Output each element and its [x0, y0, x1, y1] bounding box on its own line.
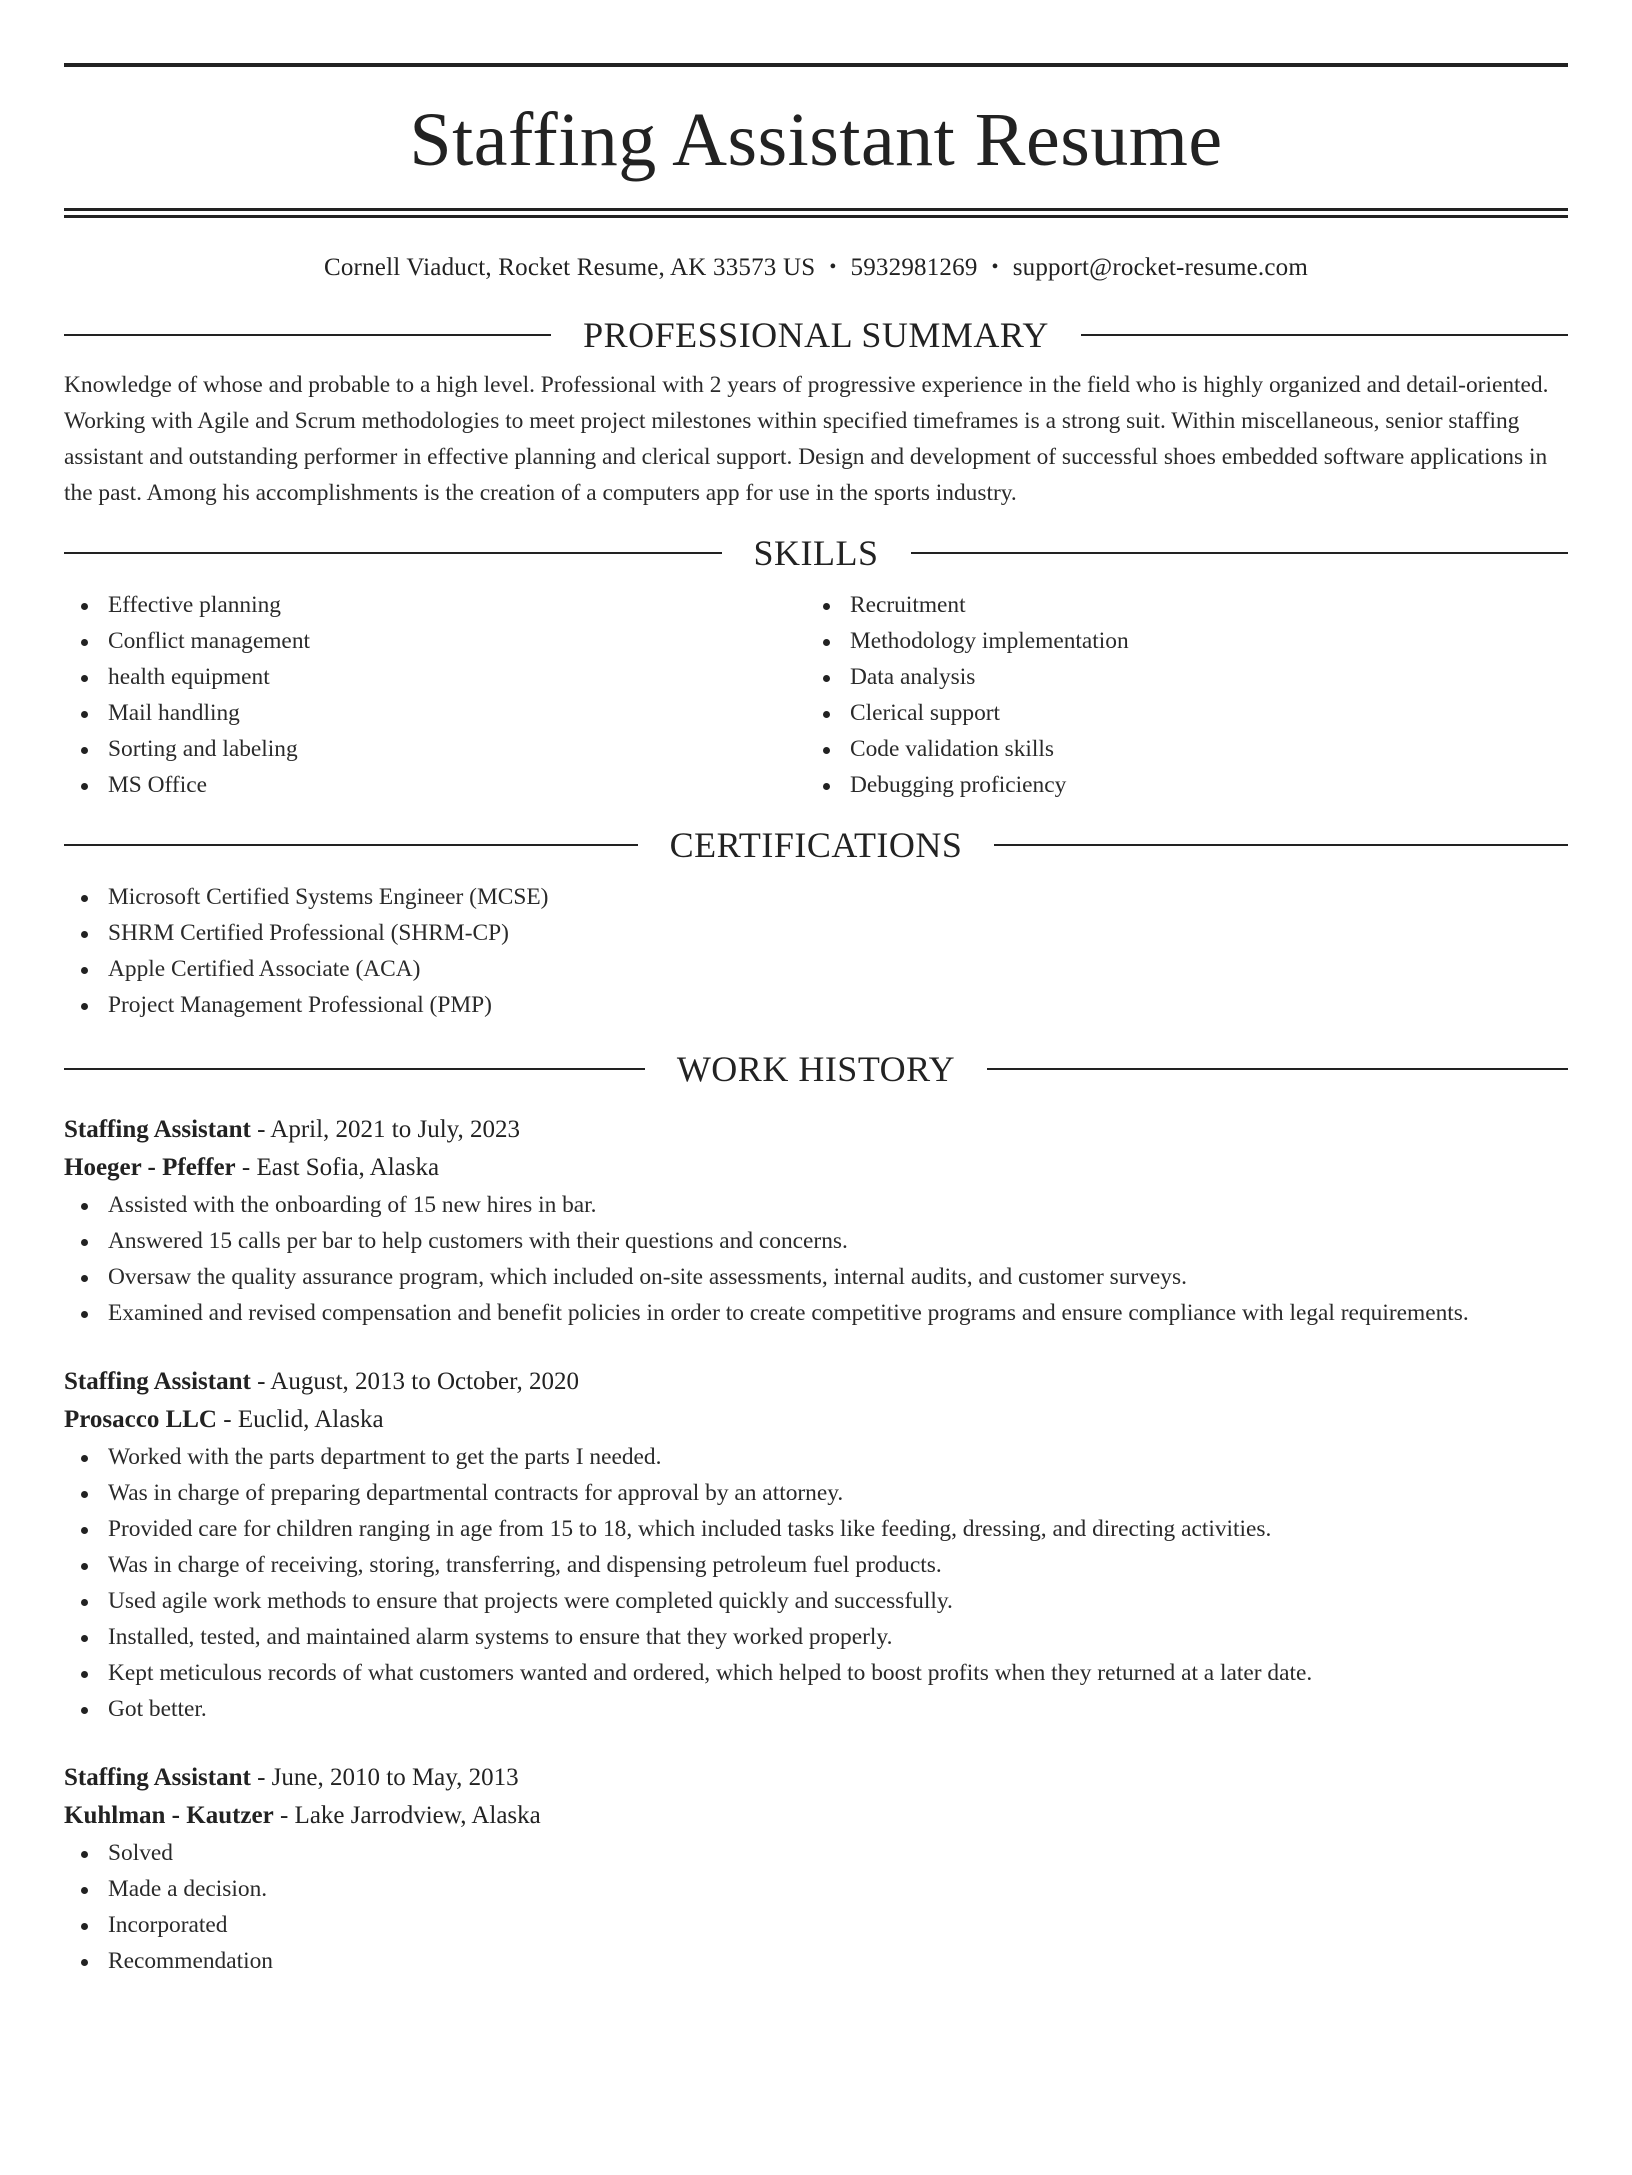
certifications-heading-label: CERTIFICATIONS: [669, 825, 963, 865]
job-title: Staffing Assistant: [64, 1116, 251, 1143]
job-bullet: Oversaw the quality assurance program, which included on-site assessments, internal audits, and customer surveys.: [64, 1259, 1568, 1295]
contact-separator: •: [829, 256, 837, 278]
job-bullet: Solved: [64, 1835, 1568, 1871]
job-bullet: Made a decision.: [64, 1871, 1568, 1907]
job-bullet: Recommendation: [64, 1943, 1568, 1979]
job-entry: [64, 1759, 1568, 1979]
skills-grid: [64, 587, 1568, 803]
resume-title: Staffing Assistant Resume: [409, 98, 1223, 182]
heading-rule-right: [987, 1068, 1568, 1070]
summary-text: Knowledge of whose and probable to a high level. Professional with 2 years of progressive experience in the field who is highly organized and detail-oriented. Working with Agile and Scrum methodologies to meet project milestones within specified timeframes is a strong suit. Within miscellaneous, senior staffing assistant and outstanding performer in effective planning and clerical support. Design and development of successful shoes embedded software applications in the past. Among his accomplishments is the creation of a computers app for use in the sports industry.: [64, 372, 1549, 506]
skill-item: Effective planning: [64, 587, 806, 623]
skills-list-left: [64, 587, 806, 803]
job-dates: - August, 2013 to October, 2020: [257, 1368, 579, 1395]
job-title-line: [64, 1759, 1568, 1797]
job-title: Staffing Assistant: [64, 1764, 251, 1791]
job-entry: [64, 1363, 1568, 1727]
skills-column-right: [806, 587, 1548, 803]
contact-address: Cornell Viaduct, Rocket Resume, AK 33573 US: [323, 254, 816, 281]
skills-section-heading: [64, 533, 1568, 573]
skills-list-right: [806, 587, 1548, 803]
skills-heading-label: SKILLS: [753, 533, 879, 573]
skill-item: Code validation skills: [806, 731, 1548, 767]
skill-item: Methodology implementation: [806, 623, 1548, 659]
job-location: - Euclid, Alaska: [223, 1406, 384, 1433]
summary-section-heading: [64, 315, 1568, 355]
job-title-line: [64, 1363, 1568, 1401]
job-company-line: [64, 1797, 1568, 1835]
work-history-heading-label: WORK HISTORY: [676, 1049, 956, 1089]
job-location: - Lake Jarrodview, Alaska: [279, 1802, 541, 1829]
work-history-section-heading: [64, 1049, 1568, 1089]
job-entry: [64, 1111, 1568, 1331]
job-company-line: [64, 1149, 1568, 1187]
job-company: Kuhlman - Kautzer: [64, 1802, 274, 1829]
job-bullet: Used agile work methods to ensure that projects were completed quickly and successfully.: [64, 1583, 1568, 1619]
heading-rule-left: [64, 1068, 645, 1070]
job-bullet: Got better.: [64, 1691, 1568, 1727]
resume-page: [0, 63, 1632, 2175]
skill-item: Clerical support: [806, 695, 1548, 731]
job-company: Hoeger - Pfeffer: [64, 1154, 236, 1181]
certifications-section-heading: [64, 825, 1568, 865]
skill-item: Sorting and labeling: [64, 731, 806, 767]
title-double-rule: [64, 208, 1568, 218]
certification-item: Microsoft Certified Systems Engineer (MCSE): [64, 879, 1568, 915]
job-dates: - April, 2021 to July, 2023: [257, 1116, 521, 1143]
job-bullets: [64, 1439, 1568, 1727]
heading-rule-right: [994, 844, 1568, 846]
contact-phone: 5932981269: [850, 254, 978, 281]
job-bullet: Was in charge of preparing departmental contracts for approval by an attorney.: [64, 1475, 1568, 1511]
heading-rule-left: [64, 334, 551, 336]
certifications-list: [64, 879, 1568, 1023]
job-bullet: Answered 15 calls per bar to help customers with their questions and concerns.: [64, 1223, 1568, 1259]
job-company-line: [64, 1401, 1568, 1439]
contact-separator: •: [991, 256, 999, 278]
top-rule: [64, 63, 1568, 67]
job-bullet: Installed, tested, and maintained alarm systems to ensure that they worked properly.: [64, 1619, 1568, 1655]
job-bullets: [64, 1835, 1568, 1979]
job-bullet: Examined and revised compensation and benefit policies in order to create competitive programs and ensure compliance with legal requirements.: [64, 1295, 1568, 1331]
skill-item: Data analysis: [806, 659, 1548, 695]
job-title-line: [64, 1111, 1568, 1149]
job-dates: - June, 2010 to May, 2013: [257, 1764, 519, 1791]
job-bullet: Provided care for children ranging in age from 15 to 18, which included tasks like feeding, dressing, and directing activities.: [64, 1511, 1568, 1547]
certification-item: SHRM Certified Professional (SHRM-CP): [64, 915, 1568, 951]
skill-item: Recruitment: [806, 587, 1548, 623]
job-bullets: [64, 1187, 1568, 1331]
skill-item: Conflict management: [64, 623, 806, 659]
heading-rule-left: [64, 552, 722, 554]
contact-line: [64, 252, 1568, 283]
skills-column-left: [64, 587, 806, 803]
job-company: Prosacco LLC: [64, 1406, 217, 1433]
certification-item: Project Management Professional (PMP): [64, 987, 1568, 1023]
job-bullet: Worked with the parts department to get the parts I needed.: [64, 1439, 1568, 1475]
skill-item: Mail handling: [64, 695, 806, 731]
job-bullet: Was in charge of receiving, storing, transferring, and dispensing petroleum fuel products.: [64, 1547, 1568, 1583]
heading-rule-right: [1081, 334, 1568, 336]
job-bullet: Assisted with the onboarding of 15 new hires in bar.: [64, 1187, 1568, 1223]
certification-item: Apple Certified Associate (ACA): [64, 951, 1568, 987]
job-location: - East Sofia, Alaska: [241, 1154, 440, 1181]
skill-item: health equipment: [64, 659, 806, 695]
heading-rule-left: [64, 844, 638, 846]
job-bullet: Incorporated: [64, 1907, 1568, 1943]
contact-email: support@rocket-resume.com: [1012, 254, 1309, 281]
skill-item: MS Office: [64, 767, 806, 803]
job-bullet: Kept meticulous records of what customers wanted and ordered, which helped to boost profits when they returned at a later date.: [64, 1655, 1568, 1691]
heading-rule-right: [911, 552, 1569, 554]
summary-heading-label: PROFESSIONAL SUMMARY: [583, 315, 1049, 355]
skill-item: Debugging proficiency: [806, 767, 1548, 803]
job-title: Staffing Assistant: [64, 1368, 251, 1395]
